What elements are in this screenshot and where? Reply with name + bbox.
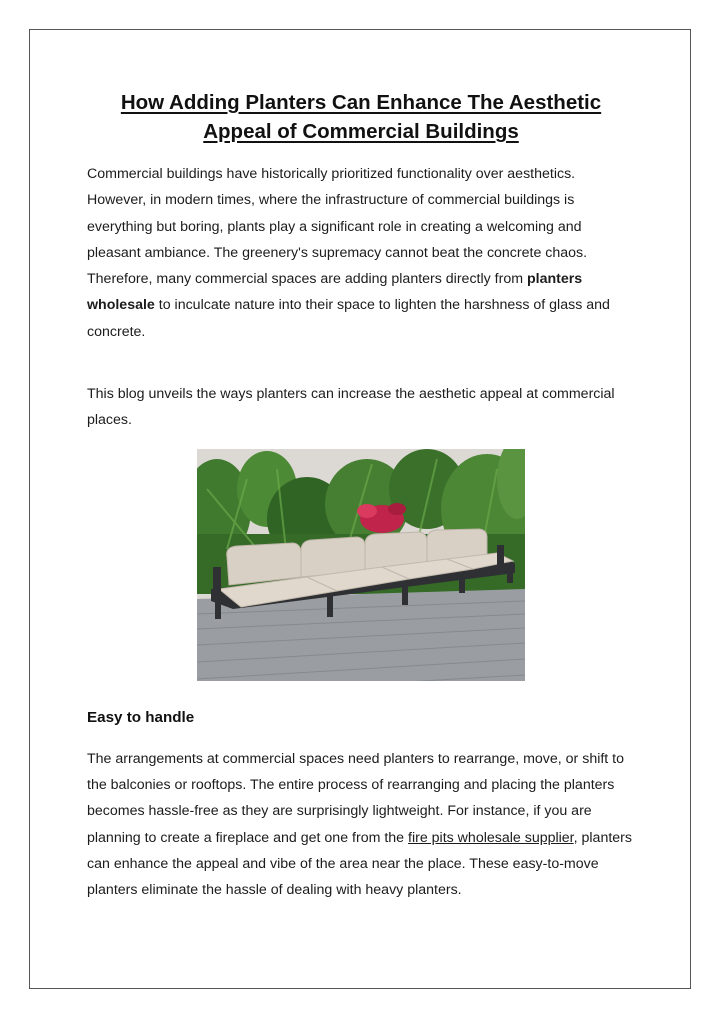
outdoor-sofa-image: [197, 449, 525, 681]
title-line-2: Appeal of Commercial Buildings: [203, 120, 519, 143]
intro-text-end: to inculcate nature into their space to lighten the harshness of glass and concrete.: [87, 297, 610, 340]
section-text-end: , planters can enhance the appeal and vibe of the area near the place. These easy-to-move planters eliminate the hassle of dealing with heavy planters.: [87, 829, 632, 899]
planters-wholesale-bold: planters wholesale: [87, 271, 583, 314]
article: [87, 88, 635, 903]
easy-to-handle-paragraph: [87, 746, 635, 904]
article-title: [87, 88, 635, 146]
intro-paragraph: [87, 161, 635, 345]
fire-pits-wholesale-supplier-link[interactable]: fire pits wholesale supplier: [408, 829, 574, 846]
title-line-1: How Adding Planters Can Enhance The Aesthetic: [120, 91, 602, 114]
blog-intro-paragraph: This blog unveils the ways planters can increase the aesthetic appeal at commercial places.: [87, 386, 615, 429]
outdoor-sofa-photo: [197, 449, 525, 681]
section-heading-easy-to-handle: Easy to handle: [87, 708, 195, 726]
section-text: The arrangements at commercial spaces need planters to rearrange, move, or shift to the balconies or rooftops. The entire process of rearranging and placing the planters becomes hassle-free as they are surprisingly lightweight. For instance, if you are planning to create a fireplace and get one from the: [87, 750, 625, 846]
intro-text: Commercial buildings have historically prioritized functionality over aesthetics. However, in modern times, where the infrastructure of commercial buildings is everything but boring, plants play a significant role in creating a welcoming and pleasant ambiance. The greenery's supremacy cannot beat the concrete chaos. Therefore, many commercial spaces are adding planters directly from: [87, 166, 588, 288]
